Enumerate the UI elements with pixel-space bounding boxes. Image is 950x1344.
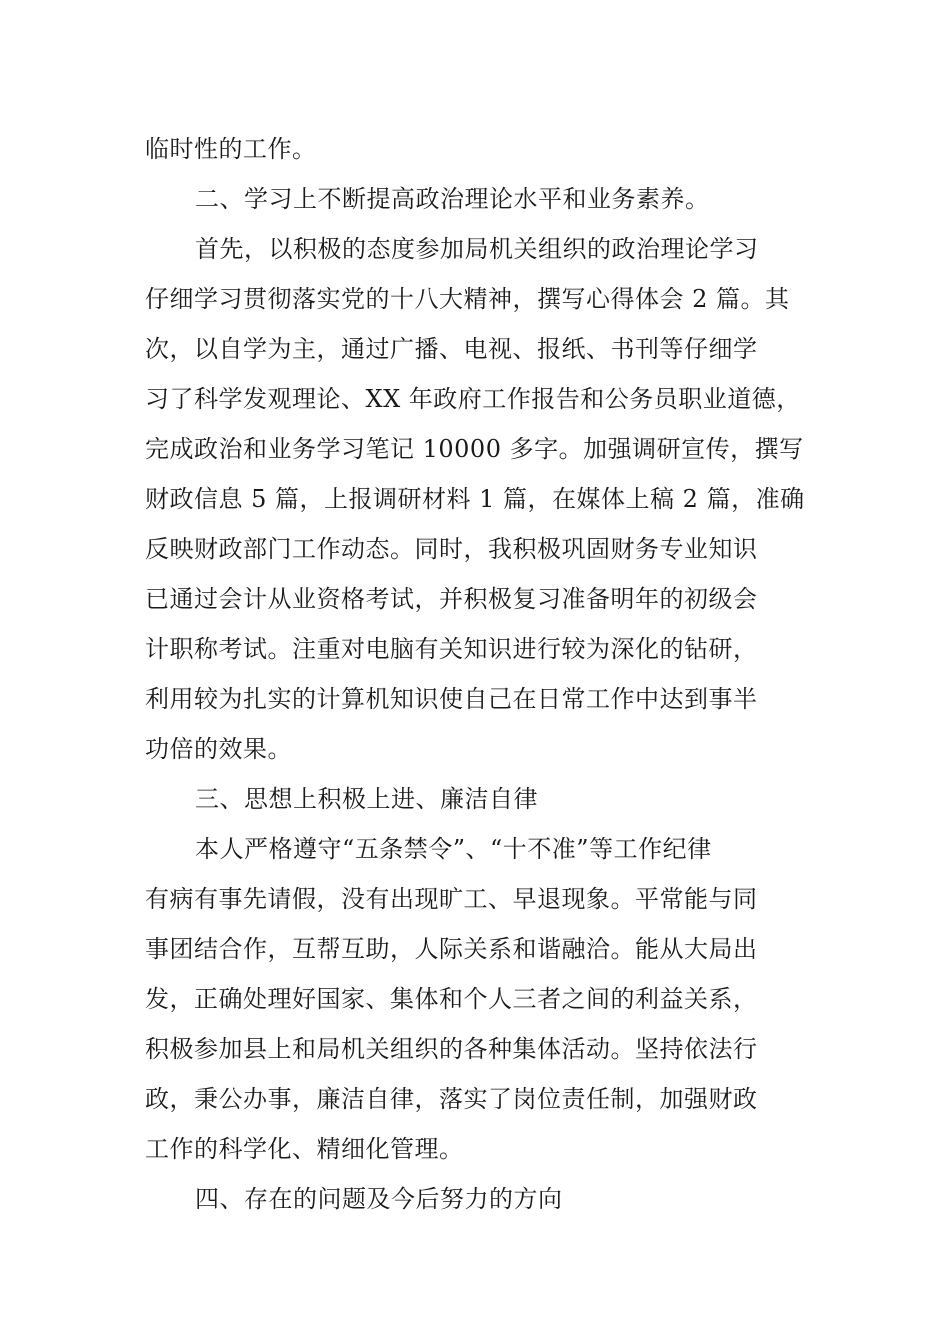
section-heading-2: 二、学习上不断提高政治理论水平和业务素养。 bbox=[195, 185, 710, 213]
paragraph-line: 首先，以积极的态度参加局机关组织的政治理论学习 bbox=[195, 235, 759, 263]
paragraph-line: 工作的科学化、精细化管理。 bbox=[145, 1135, 464, 1163]
text-line: 临时性的工作。 bbox=[145, 135, 317, 163]
paragraph-line: 事团结合作，互帮互助，人际关系和谐融洽。能从大局出 bbox=[145, 935, 758, 963]
paragraph-line: 本人严格遵守“五条禁令”、“十不准”等工作纪律 bbox=[195, 835, 712, 863]
paragraph-line: 积极参加县上和局机关组织的各种集体活动。坚持依法行 bbox=[145, 1035, 758, 1063]
paragraph-line: 仔细学习贯彻落实党的十八大精神，撰写心得体会 2 篇。其 bbox=[145, 285, 790, 313]
paragraph-line: 有病有事先请假，没有出现旷工、早退现象。平常能与同 bbox=[145, 885, 758, 913]
paragraph-line: 次，以自学为主，通过广播、电视、报纸、书刊等仔细学 bbox=[145, 335, 758, 363]
section-heading-3: 三、思想上积极上进、廉洁自律 bbox=[195, 785, 538, 813]
paragraph-line: 已通过会计从业资格考试，并积极复习准备明年的初级会 bbox=[145, 585, 758, 613]
paragraph-line: 计职称考试。注重对电脑有关知识进行较为深化的钻研， bbox=[145, 635, 758, 663]
paragraph-line: 财政信息 5 篇，上报调研材料 1 篇，在媒体上稿 2 篇，准确 bbox=[145, 485, 805, 513]
section-heading-4: 四、存在的问题及今后努力的方向 bbox=[195, 1185, 563, 1213]
paragraph-line: 政，秉公办事，廉洁自律，落实了岗位责任制，加强财政 bbox=[145, 1085, 758, 1113]
paragraph-line: 发，正确处理好国家、集体和个人三者之间的利益关系， bbox=[145, 985, 758, 1013]
paragraph-line: 反映财政部门工作动态。同时，我积极巩固财务专业知识 bbox=[145, 535, 758, 563]
paragraph-line: 功倍的效果。 bbox=[145, 735, 292, 763]
paragraph-line: 完成政治和业务学习笔记 10000 多字。加强调研宣传，撰写 bbox=[145, 435, 804, 463]
paragraph-line: 利用较为扎实的计算机知识使自己在日常工作中达到事半 bbox=[145, 685, 758, 713]
paragraph-line: 习了科学发观理论、XX 年政府工作报告和公务员职业道德， bbox=[145, 385, 801, 413]
